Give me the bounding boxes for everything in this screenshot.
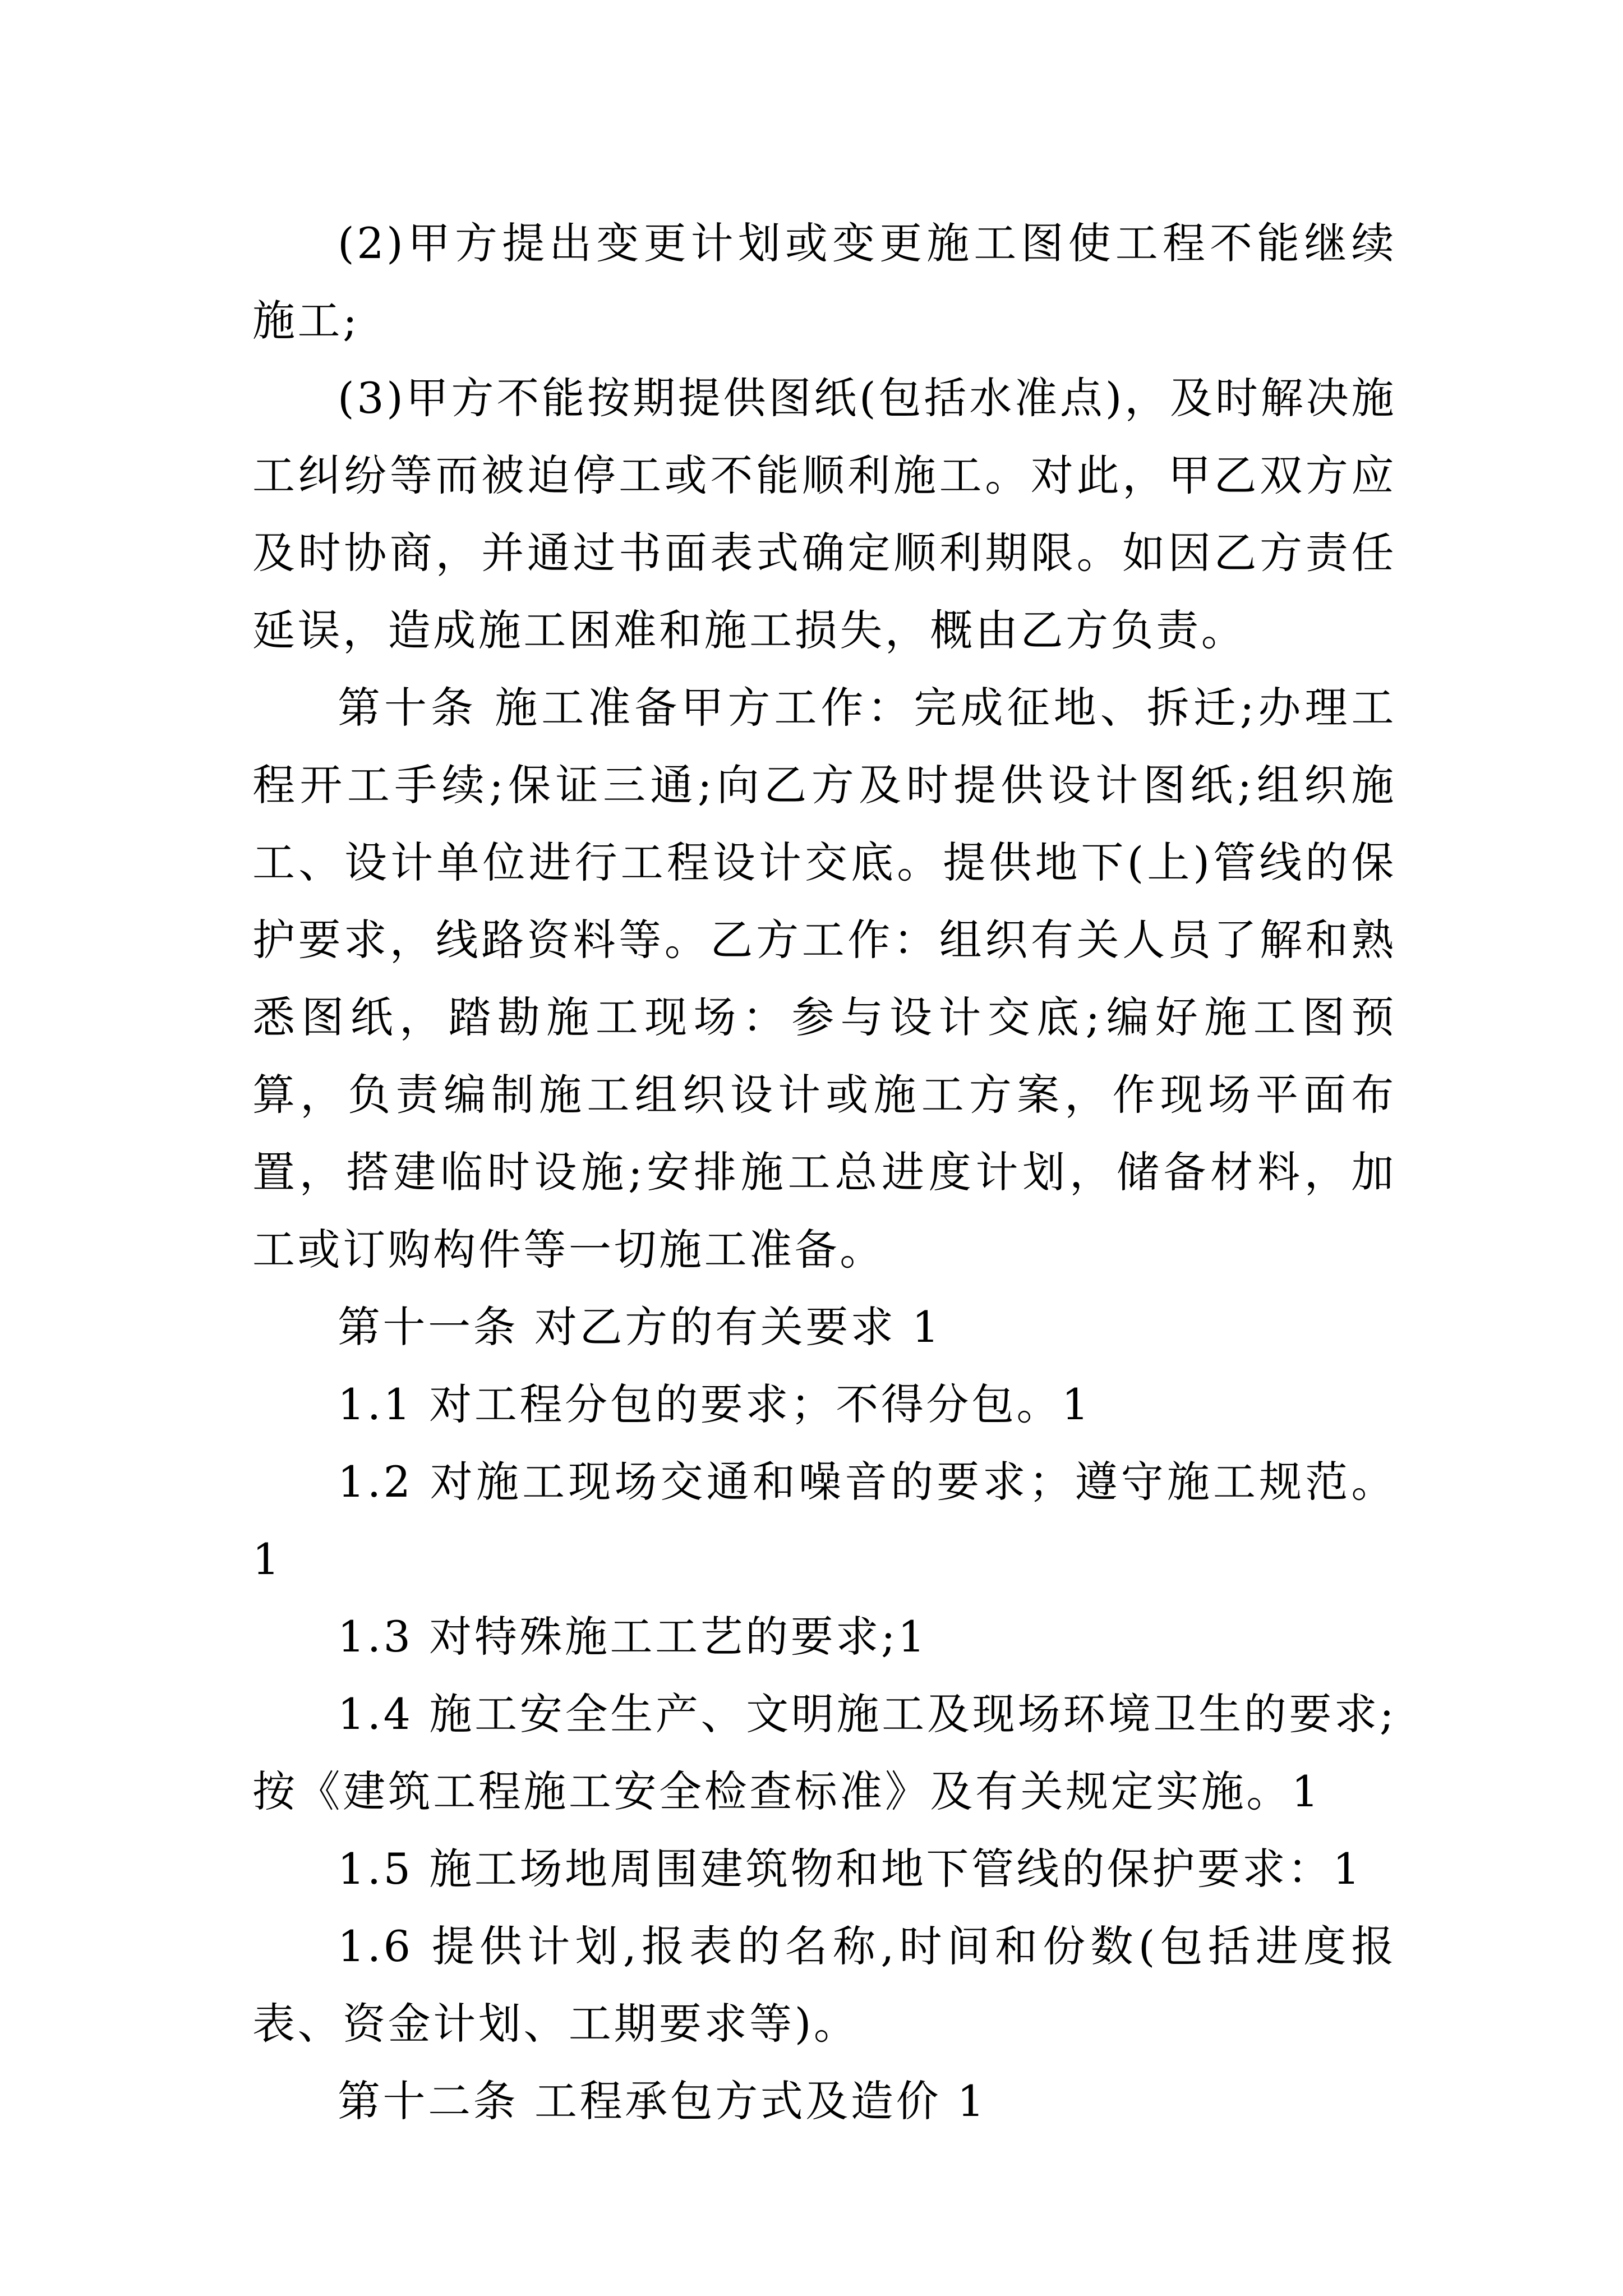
- paragraph-clause-11-item-1-5: 1.5 施工场地周围建筑物和地下管线的保护要求：1: [338, 1844, 1363, 1894]
- paragraph-clause-11-item-1-3: 1.3 对特殊施工工艺的要求;1: [338, 1612, 928, 1662]
- paragraph-clause-11-item-1-6: 1.6 提供计划,报表的名称,时间和份数(包括进度报表、资金计划、工期要求等)。: [252, 1921, 1396, 2049]
- paragraph-clause-9-item-2: (2)甲方提出变更计划或变更施工图使工程不能继续施工;: [252, 218, 1396, 346]
- paragraph-clause-12-heading: 第十二条 工程承包方式及造价 1: [338, 2076, 987, 2126]
- paragraph-clause-11-item-1-2: 1.2 对施工现场交通和噪音的要求；遵守施工规范。1: [252, 1457, 1396, 1584]
- paragraph-clause-11-heading: 第十一条 对乙方的有关要求 1: [338, 1302, 942, 1352]
- document-page: [252, 0, 1396, 2140]
- paragraph-clause-9-item-3: (3)甲方不能按期提供图纸(包括水准点)，及时解决施工纠纷等而被迫停工或不能顺利施工。对此，甲乙双方应及时协商，并通过书面表式确定顺利期限。如因乙方责任延误，造成施工困难和施工损失，概由乙方负责。: [252, 373, 1396, 655]
- paragraph-clause-10: 第十条 施工准备甲方工作：完成征地、拆迁;办理工程开工手续;保证三通;向乙方及时提供设计图纸;组织施工、设计单位进行工程设计交底。提供地下(上)管线的保护要求，线路资料等。乙方工作：组织有关人员了解和熟悉图纸，踏勘施工现场：参与设计交底;编好施工图预算，负责编制施工组织设计或施工方案，作现场平面布置，搭建临时设施;安排施工总进度计划，储备材料，加工或订购构件等一切施工准备。: [252, 683, 1396, 1274]
- paragraph-clause-11-item-1-1: 1.1 对工程分包的要求；不得分包。1: [338, 1379, 1092, 1429]
- paragraph-clause-11-item-1-4: 1.4 施工安全生产、文明施工及现场环境卫生的要求;按《建筑工程施工安全检查标准》及有关规定实施。1: [252, 1689, 1396, 1816]
